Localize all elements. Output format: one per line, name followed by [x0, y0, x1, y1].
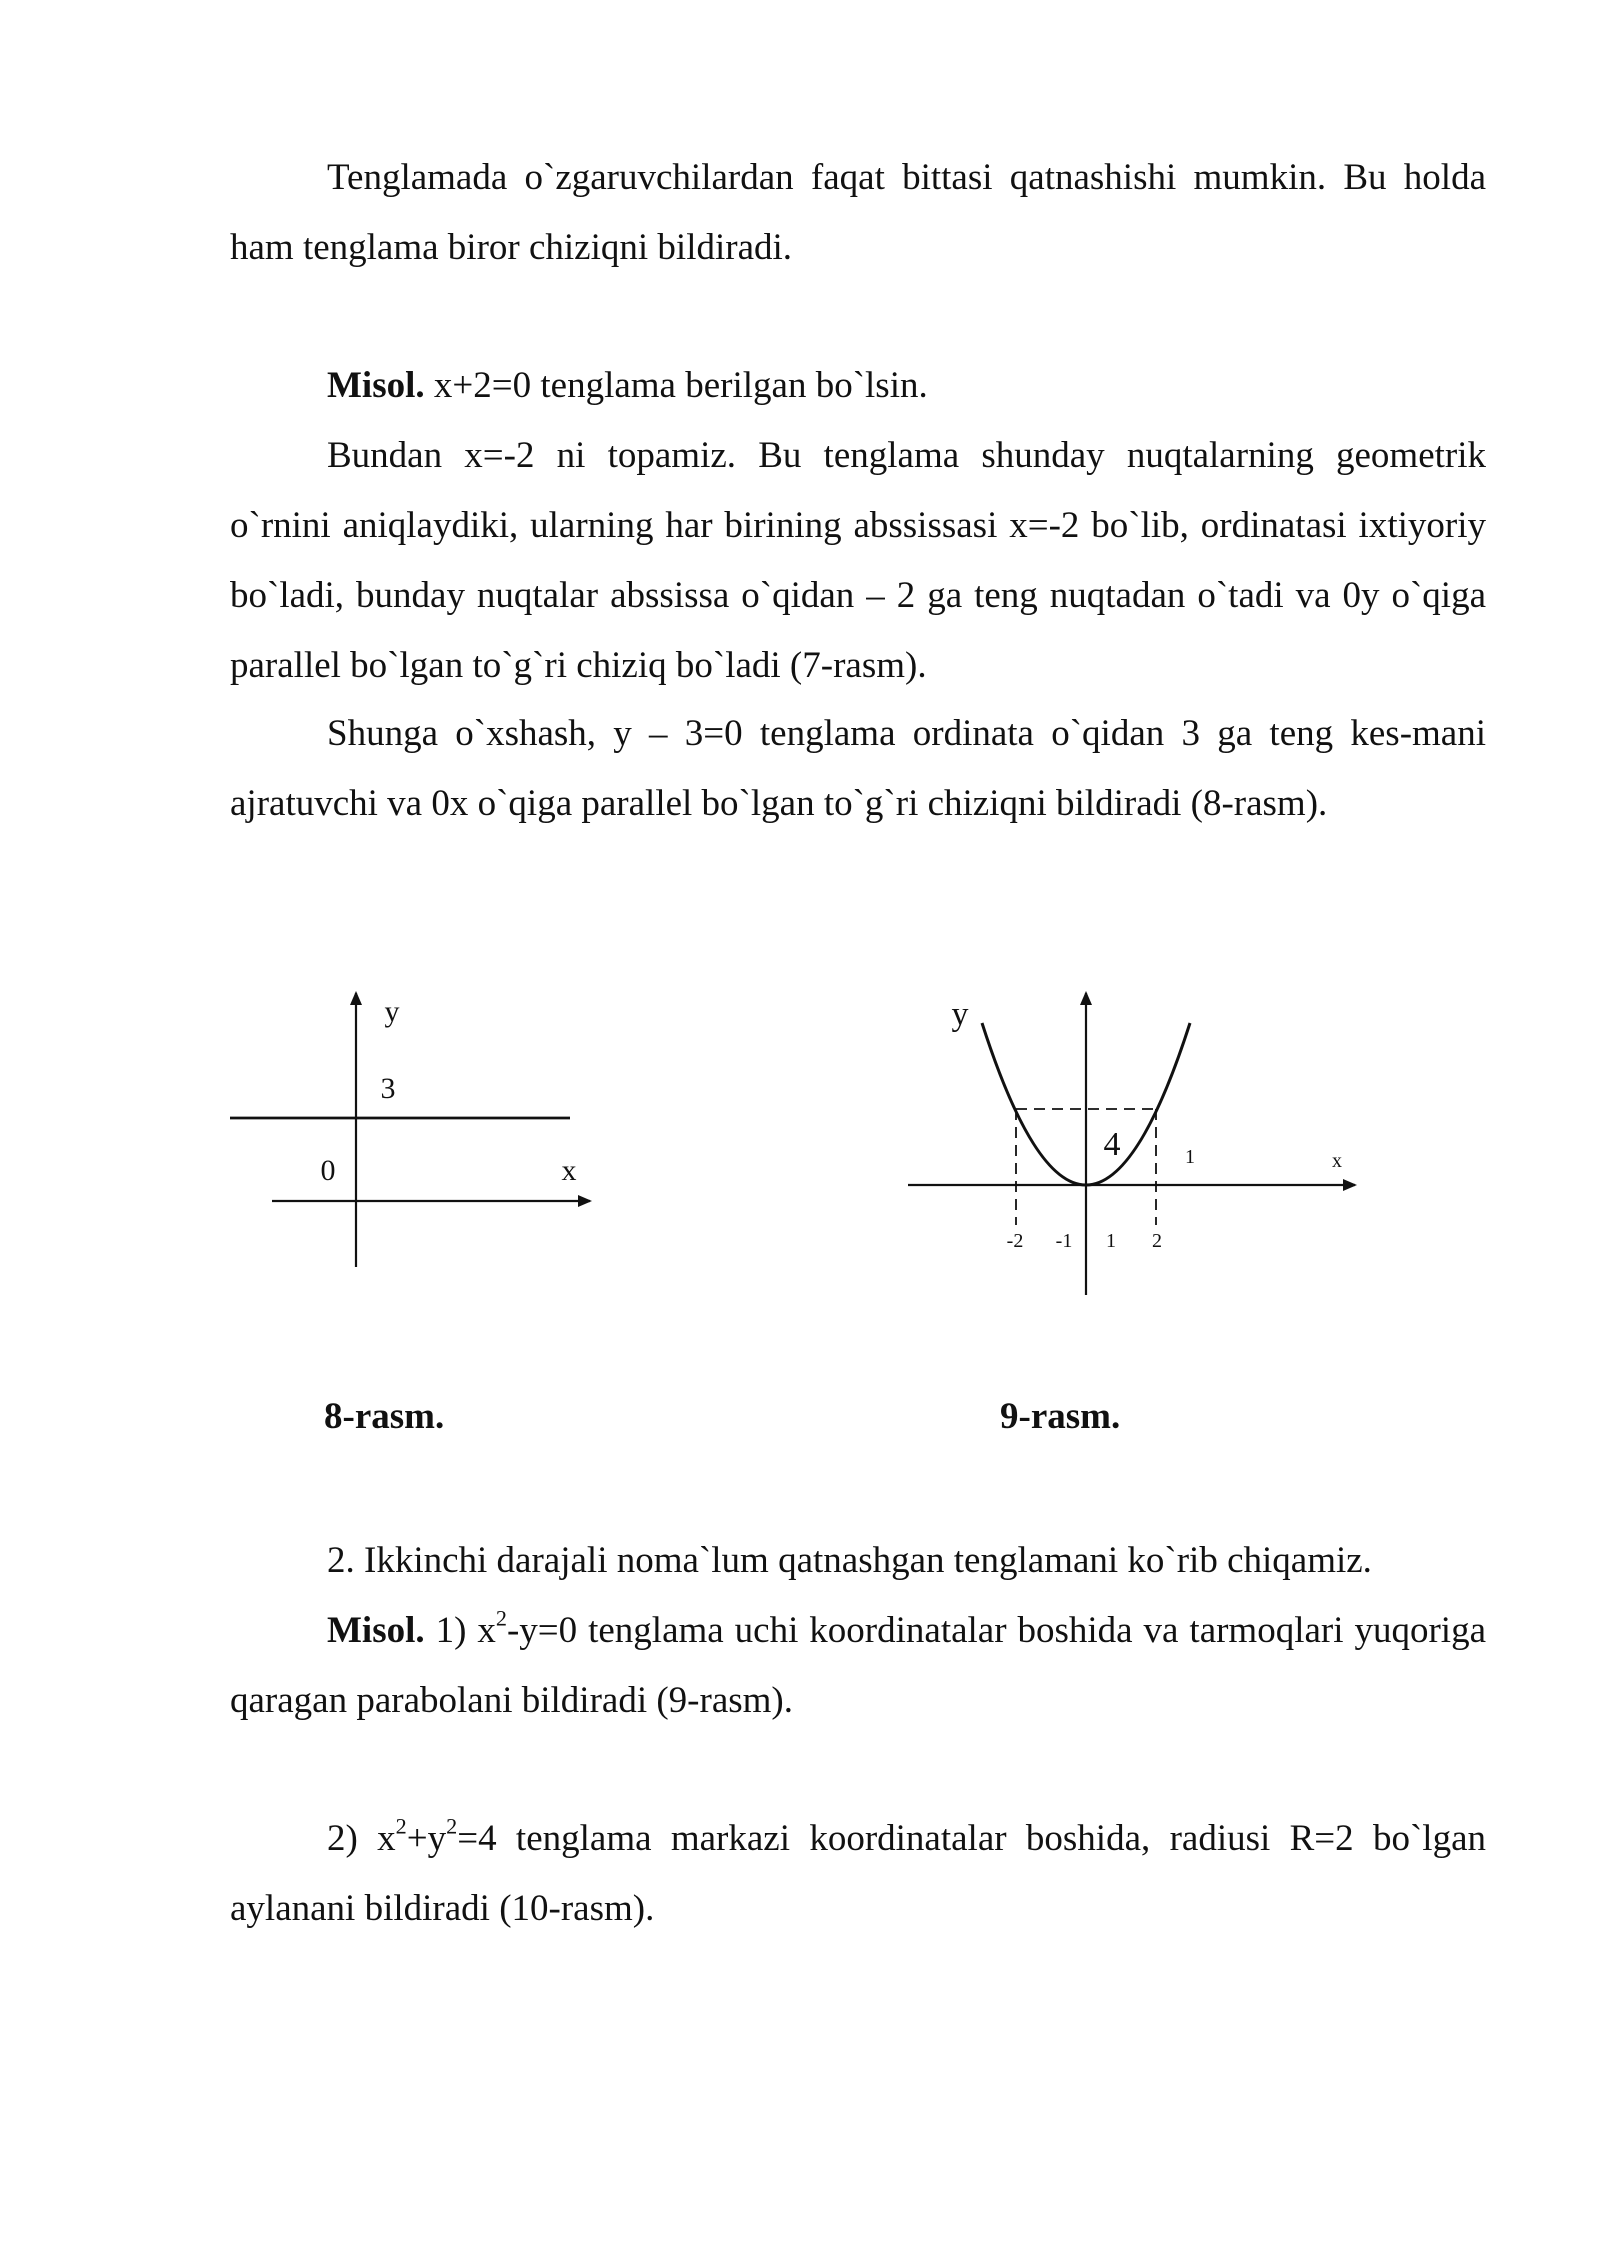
example-3-text-mid: +y: [406, 1818, 447, 1859]
fig9-y-label: y: [951, 996, 969, 1033]
example-2-label: Misol.: [327, 1610, 425, 1651]
paragraph-intro: Tenglamada o`zgaruvchilardan faqat bittasi qatnashishi mumkin. Bu holda ham tenglama biror chiziqni bildiradi.: [230, 157, 1486, 268]
fig9-tick-label: -2: [1006, 1230, 1024, 1252]
fig8-y-label: y: [384, 995, 400, 1028]
example-3: [230, 1804, 1486, 1944]
fig9-right-label: 1: [1185, 1146, 1195, 1168]
fig9-x-label: x: [1332, 1150, 1342, 1172]
paragraph-explanation: Bundan x=-2 ni topamiz. Bu tenglama shunday nuqtalarning geometrik o`rnini aniqlaydiki, ularning har birining abssissasi x=-2 bo`lib, ordinatasi ixtiyoriy bo`ladi, bunday nuqtalar abssissa o`qidan – 2 ga teng nuqtadan o`tadi va 0y o`qiga parallel bo`lgan to`g`ri chiziq bo`ladi (7-rasm).: [230, 435, 1486, 686]
figure-8-caption: 8-rasm.: [324, 1396, 445, 1437]
figure-8-graph: [220, 975, 610, 1275]
example-2-text-end: -y=0 tenglama uchi koordinatalar boshida va tarmoqlari yuqoriga qaragan parabolani bildiradi (9-rasm).: [230, 1610, 1486, 1721]
example-2-exponent: 2: [495, 1605, 507, 1631]
paragraph-second-degree: 2. Ikkinchi darajali noma`lum qatnashgan tenglamani ko`rib chiqamiz.: [327, 1540, 1372, 1581]
example-3-exponent-y: 2: [446, 1813, 458, 1839]
fig9-value-label: 4: [1103, 1126, 1121, 1163]
figure-9-graph: [900, 975, 1370, 1305]
example-3-exponent-x: 2: [395, 1813, 407, 1839]
example-1-label: Misol.: [327, 365, 425, 406]
fig9-tick-label: 1: [1106, 1230, 1116, 1252]
example-2-text-start: 1) x: [424, 1610, 496, 1651]
example-3-text-end: =4 tenglama markazi koordinatalar boshida, radiusi R=2 bo`lgan aylanani bildiradi (10-rasm).: [230, 1818, 1486, 1929]
fig8-x-label: x: [561, 1154, 577, 1187]
fig8-line-label: 3: [380, 1072, 396, 1105]
example-1-text: x+2=0 tenglama berilgan bo`lsin.: [424, 365, 928, 406]
example-3-text-start: 2) x: [327, 1818, 396, 1859]
fig8-origin-label: 0: [320, 1154, 336, 1187]
example-1: [230, 351, 1486, 421]
fig9-tick-label: -1: [1055, 1230, 1073, 1252]
example-2: [230, 1596, 1486, 1736]
figure-9-caption: 9-rasm.: [1000, 1396, 1121, 1437]
paragraph-similar: Shunga o`xshash, y – 3=0 tenglama ordinata o`qidan 3 ga teng kes-mani ajratuvchi va 0x o`qiga parallel bo`lgan to`g`ri chiziqni bildiradi (8-rasm).: [230, 713, 1486, 824]
fig9-tick-label: 2: [1152, 1230, 1162, 1252]
